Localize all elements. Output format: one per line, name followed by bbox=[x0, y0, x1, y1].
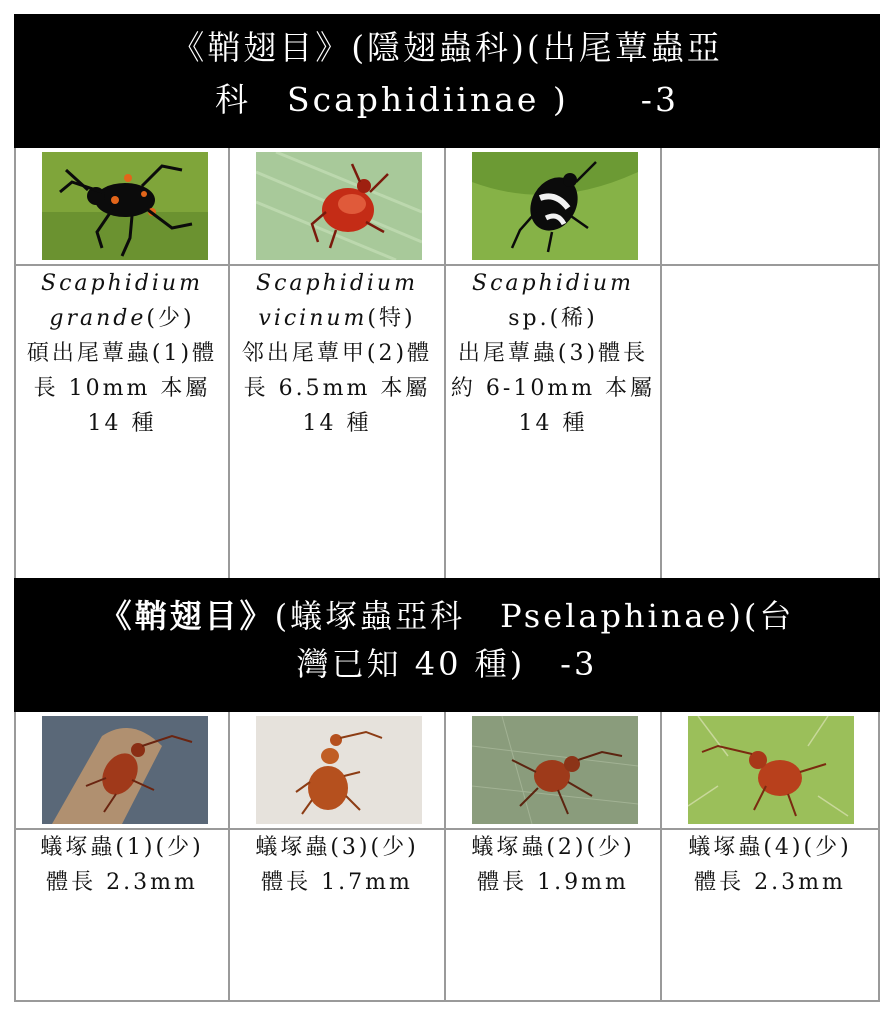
species-genus: Scaphidium bbox=[472, 271, 634, 296]
species-description: 碩出尾蕈蟲(1)體長 10mm 本屬 14 種 bbox=[26, 341, 218, 436]
empty-cell bbox=[662, 266, 880, 580]
section2-title-line2: 灣已知 40 種) -3 bbox=[296, 645, 598, 683]
section2-title-prefix: 《鞘翅目》 bbox=[99, 597, 275, 635]
species-label: 蟻塚蟲(2)(少) bbox=[471, 835, 635, 860]
species-size: 體長 2.3mm bbox=[694, 870, 846, 895]
section1-title-line2: 科 Scaphidiinae ) -3 bbox=[215, 80, 679, 119]
species-label: 蟻塚蟲(1)(少) bbox=[40, 835, 204, 860]
species-cell bbox=[446, 266, 662, 580]
section2-header bbox=[14, 578, 880, 712]
beetle-photo bbox=[42, 152, 208, 260]
species-cell bbox=[14, 830, 230, 1002]
species-size: 體長 1.7mm bbox=[261, 870, 413, 895]
section2-title-rest: (蟻塚蟲亞科 Pselaphinae)(台 bbox=[274, 597, 795, 635]
section1-image-cell bbox=[230, 148, 446, 266]
section1-image-cell bbox=[14, 148, 230, 266]
beetle-photo bbox=[256, 716, 422, 824]
species-cell bbox=[14, 266, 230, 580]
section2-image-cell bbox=[662, 712, 880, 830]
section2-image-cell bbox=[230, 712, 446, 830]
species-epithet: vicinum bbox=[258, 306, 368, 331]
species-epithet: sp. bbox=[508, 306, 550, 331]
species-size: 體長 2.3mm bbox=[46, 870, 198, 895]
species-cell bbox=[446, 830, 662, 1002]
species-status: (稀) bbox=[549, 306, 598, 331]
species-label: 蟻塚蟲(3)(少) bbox=[255, 835, 419, 860]
empty-cell bbox=[662, 148, 880, 266]
species-genus: Scaphidium bbox=[256, 271, 418, 296]
beetle-photo bbox=[688, 716, 854, 824]
species-status: (少) bbox=[146, 306, 195, 331]
species-epithet: grande bbox=[49, 306, 147, 331]
species-genus: Scaphidium bbox=[41, 271, 203, 296]
beetle-photo bbox=[472, 716, 638, 824]
section1-image-cell bbox=[446, 148, 662, 266]
section1-title-rest: (隱翅蟲科)(出尾蕈蟲亞 bbox=[351, 28, 723, 67]
species-size: 體長 1.9mm bbox=[477, 870, 629, 895]
section2-image-row bbox=[14, 712, 880, 830]
beetle-photo bbox=[256, 152, 422, 260]
species-status: (特) bbox=[367, 306, 416, 331]
section1-header bbox=[14, 14, 880, 148]
species-description: 出尾蕈蟲(3)體長約 6-10mm 本屬 14 種 bbox=[450, 341, 656, 436]
section2-image-cell bbox=[446, 712, 662, 830]
species-label: 蟻塚蟲(4)(少) bbox=[688, 835, 852, 860]
section2-image-cell bbox=[14, 712, 230, 830]
section1-image-row bbox=[14, 148, 880, 266]
species-cell bbox=[230, 830, 446, 1002]
section1-text-row bbox=[14, 266, 880, 580]
species-cell bbox=[230, 266, 446, 580]
species-cell bbox=[662, 830, 880, 1002]
section2-text-row bbox=[14, 830, 880, 1002]
beetle-photo bbox=[42, 716, 208, 824]
species-description: 邻出尾蕈甲(2)體長 6.5mm 本屬 14 種 bbox=[241, 341, 433, 436]
section1-title-prefix: 《鞘翅目》 bbox=[171, 28, 352, 67]
beetle-photo bbox=[472, 152, 638, 260]
